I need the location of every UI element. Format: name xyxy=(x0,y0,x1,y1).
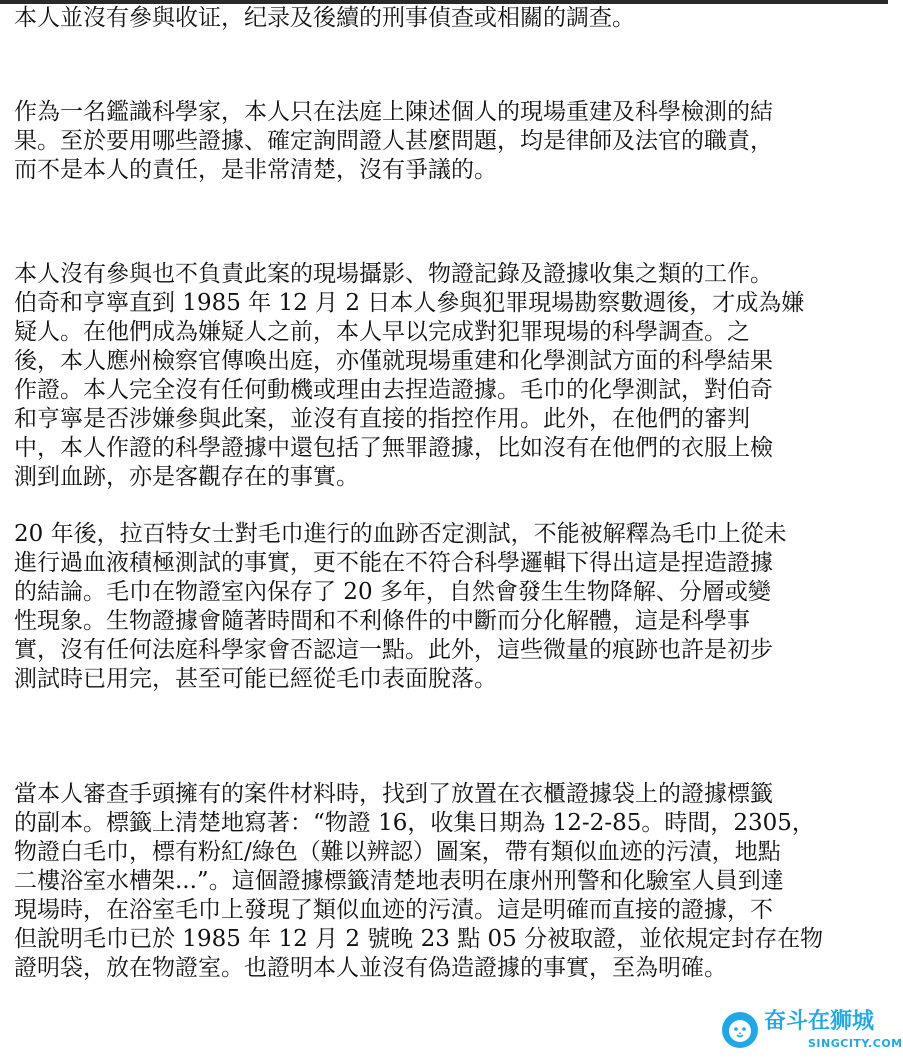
text-line: 物證白毛巾，標有粉紅/綠色（難以辨認）圖案，帶有類似血迹的污漬，地點 xyxy=(14,839,781,865)
text-line: 本人並沒有參與收证，纪录及後續的刑事偵查或相關的調查。 xyxy=(14,5,635,31)
text-line: 果。至於要用哪些證據、確定詢問證人甚麼問題，均是律師及法官的職責， xyxy=(14,128,773,154)
text-line: 而不是本人的責任，是非常清楚，沒有爭議的。 xyxy=(14,157,497,183)
watermark-subtitle: SINGCITY.COM xyxy=(808,1037,903,1050)
text-line: 當本人審查手頭擁有的案件材料時，找到了放置在衣櫃證據袋上的證據標籤 xyxy=(14,781,773,807)
paragraph-5 xyxy=(14,780,823,983)
text-line: 性現象。生物證據會隨著時間和不利條件的中斷而分化解體，這是科學事 xyxy=(14,608,750,634)
text-line: 疑人。在他們成為嫌疑人之前，本人早以完成對犯罪現場的科學調查。之 xyxy=(14,319,750,345)
text-line: 伯奇和亨寧直到 1985 年 12 月 2 日本人參與犯罪現場勘察數週後，才成為嫌 xyxy=(14,290,805,316)
text-line: 進行過血液積極測試的事實，更不能在不符合科學邏輯下得出這是捏造證據 xyxy=(14,550,773,576)
text-line: 後，本人應州檢察官傳喚出庭，亦僅就現場重建和化學測試方面的科學結果 xyxy=(14,348,773,374)
watermark-title: 奋斗在狮城 xyxy=(764,1009,875,1034)
text-line: 二樓浴室水槽架...”。這個證據標籤清楚地表明在康州刑警和化驗室人員到達 xyxy=(14,868,784,894)
text-line: 證明袋，放在物證室。也證明本人並沒有偽造證據的事實，至為明確。 xyxy=(14,955,727,981)
paragraph-2 xyxy=(14,98,773,185)
paragraph-4 xyxy=(14,520,787,694)
paragraph-1 xyxy=(14,4,635,33)
text-line: 實，沒有任何法庭科學家會否認這一點。此外，這些微量的痕跡也許是初步 xyxy=(14,637,773,663)
text-line: 測到血跡，亦是客觀存在的事實。 xyxy=(14,464,359,490)
text-line: 和亨寧是否涉嫌參與此案，並沒有直接的指控作用。此外，在他們的審判 xyxy=(14,406,750,432)
text-line: 測試時已用完，甚至可能已經從毛巾表面脫落。 xyxy=(14,666,497,692)
text-line: 的副本。標籤上清楚地寫著：“物證 16，收集日期為 12-2-85。時間，2305， xyxy=(14,810,815,836)
text-line: 但說明毛巾已於 1985 年 12 月 2 號晚 23 點 05 分被取證，並依規定封存在物 xyxy=(14,926,824,952)
text-line: 作證。本人完全沒有任何動機或理由去捏造證據。毛巾的化學測試，對伯奇 xyxy=(14,377,773,403)
paragraph-3 xyxy=(14,260,804,492)
site-watermark xyxy=(720,1008,903,1054)
text-line: 本人沒有參與也不負責此案的現場攝影、物證記錄及證據收集之類的工作。 xyxy=(14,261,773,287)
text-line: 20 年後，拉百特女士對毛巾進行的血跡否定測試，不能被解釋為毛巾上從未 xyxy=(14,521,787,547)
text-line: 作為一名鑑識科學家，本人只在法庭上陳述個人的現場重建及科學檢測的結 xyxy=(14,99,773,125)
text-line: 中，本人作證的科學證據中還包括了無罪證據，比如沒有在他們的衣服上檢 xyxy=(14,435,773,461)
text-line: 的結論。毛巾在物證室內保存了 20 多年，自然會發生生物降解、分層或變 xyxy=(14,579,771,605)
text-line: 現場時，在浴室毛巾上發現了類似血迹的污漬。這是明確而直接的證據，不 xyxy=(14,897,773,923)
lion-icon xyxy=(720,1010,760,1050)
